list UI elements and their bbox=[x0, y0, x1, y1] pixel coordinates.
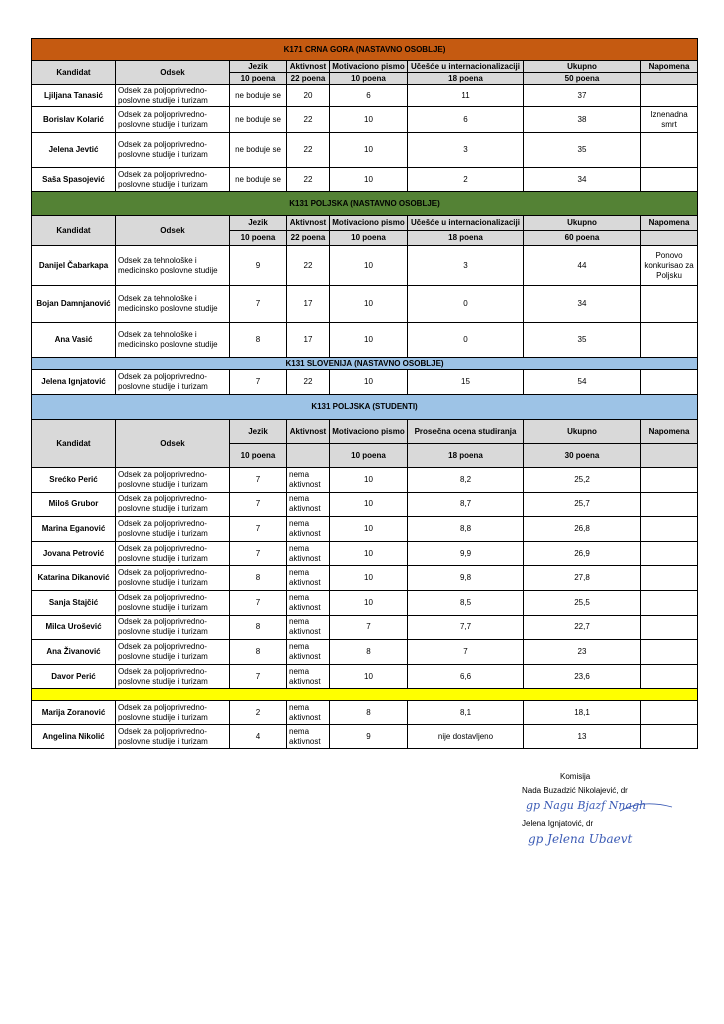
aktivnost-value: 20 bbox=[287, 85, 330, 107]
third-value: 8,5 bbox=[408, 590, 524, 615]
napomena-value bbox=[641, 370, 698, 395]
col-jezik: Jezik bbox=[230, 216, 287, 231]
jezik-value: 8 bbox=[230, 640, 287, 665]
commission-member-2: Jelena Ignjatović, dr bbox=[522, 819, 594, 828]
section-title-row bbox=[32, 192, 698, 216]
aktivnost-value: nema aktivnost bbox=[287, 701, 330, 725]
jezik-value: 7 bbox=[230, 517, 287, 542]
jezik-value: 7 bbox=[230, 492, 287, 517]
points-ucesce: 18 poena bbox=[408, 73, 524, 85]
aktivnost-value: nema aktivnost bbox=[287, 566, 330, 591]
points-jezik: 10 poena bbox=[230, 231, 287, 246]
aktivnost-value: nema aktivnost bbox=[287, 517, 330, 542]
table-row bbox=[32, 517, 698, 542]
ukupno-value: 25,5 bbox=[524, 590, 641, 615]
section-title-row bbox=[32, 395, 698, 420]
ukupno-value: 25,2 bbox=[524, 468, 641, 493]
jezik-value: 7 bbox=[230, 370, 287, 395]
candidate-name: Miloš Grubor bbox=[32, 492, 116, 517]
candidate-name: Marina Eganović bbox=[32, 517, 116, 542]
ukupno-value: 18,1 bbox=[524, 701, 641, 725]
table-row bbox=[32, 566, 698, 591]
col-ukupno: Ukupno bbox=[524, 61, 641, 73]
jezik-value: ne boduje se bbox=[230, 168, 287, 192]
third-value: 0 bbox=[408, 323, 524, 358]
table-row bbox=[32, 133, 698, 168]
signature-2 bbox=[524, 826, 674, 852]
points-ukupno: 60 poena bbox=[524, 231, 641, 246]
aktivnost-value: nema aktivnost bbox=[287, 541, 330, 566]
highlight-separator-row bbox=[32, 689, 698, 701]
third-value: 8,1 bbox=[408, 701, 524, 725]
odsek-cell: Odsek za tehnološke i medicinsko poslovne studije bbox=[116, 323, 230, 358]
col-napomena: Napomena bbox=[641, 61, 698, 73]
aktivnost-value: 22 bbox=[287, 168, 330, 192]
motivaciono-value: 10 bbox=[330, 492, 408, 517]
napomena-value bbox=[641, 664, 698, 689]
odsek-cell: Odsek za tehnološke i medicinsko poslovne studije bbox=[116, 286, 230, 323]
motivaciono-value: 8 bbox=[330, 640, 408, 665]
napomena-value bbox=[641, 133, 698, 168]
results-table bbox=[31, 38, 698, 749]
ukupno-value: 34 bbox=[524, 286, 641, 323]
points-motivaciono: 10 poena bbox=[330, 231, 408, 246]
odsek-cell: Odsek za poljoprivredno-poslovne studije i turizam bbox=[116, 725, 230, 749]
aktivnost-value: 22 bbox=[287, 370, 330, 395]
col-motivaciono: Motivaciono pismo bbox=[330, 61, 408, 73]
motivaciono-value: 10 bbox=[330, 286, 408, 323]
motivaciono-value: 10 bbox=[330, 168, 408, 192]
header-row bbox=[32, 61, 698, 73]
motivaciono-value: 8 bbox=[330, 701, 408, 725]
points-ukupno: 50 poena bbox=[524, 73, 641, 85]
col-ucesce: Učešće u internacionalizaciji bbox=[408, 216, 524, 231]
section-title: K171 CRNA GORA (NASTAVNO OSOBLJE) bbox=[32, 39, 698, 61]
aktivnost-value: nema aktivnost bbox=[287, 492, 330, 517]
jezik-value: 2 bbox=[230, 701, 287, 725]
col-aktivnost: Aktivnost bbox=[287, 216, 330, 231]
odsek-cell: Odsek za poljoprivredno-poslovne studije i turizam bbox=[116, 566, 230, 591]
jezik-value: 7 bbox=[230, 468, 287, 493]
napomena-value bbox=[641, 286, 698, 323]
points-napomena bbox=[641, 73, 698, 85]
col-kandidat: Kandidat bbox=[32, 216, 116, 246]
odsek-cell: Odsek za poljoprivredno-poslovne studije i turizam bbox=[116, 701, 230, 725]
candidate-name: Marija Zoranović bbox=[32, 701, 116, 725]
points-ukupno: 30 poena bbox=[524, 444, 641, 468]
odsek-cell: Odsek za poljoprivredno-poslovne studije i turizam bbox=[116, 133, 230, 168]
napomena-value bbox=[641, 85, 698, 107]
aktivnost-value: 17 bbox=[287, 286, 330, 323]
aktivnost-value: nema aktivnost bbox=[287, 664, 330, 689]
jezik-value: ne boduje se bbox=[230, 107, 287, 133]
table-row bbox=[32, 615, 698, 640]
table-row bbox=[32, 541, 698, 566]
col-ukupno: Ukupno bbox=[524, 216, 641, 231]
jezik-value: ne boduje se bbox=[230, 85, 287, 107]
col-aktivnost: Aktivnost bbox=[287, 420, 330, 444]
ukupno-value: 54 bbox=[524, 370, 641, 395]
ukupno-value: 38 bbox=[524, 107, 641, 133]
ukupno-value: 44 bbox=[524, 246, 641, 286]
points-aktivnost: 22 poena bbox=[287, 231, 330, 246]
napomena-value bbox=[641, 701, 698, 725]
third-value: 0 bbox=[408, 286, 524, 323]
odsek-cell: Odsek za poljoprivredno-poslovne studije i turizam bbox=[116, 640, 230, 665]
svg-text:gp Nagu Bjazf Nnagh: gp Nagu Bjazf Nnagh bbox=[526, 799, 647, 812]
signature-1 bbox=[522, 795, 682, 817]
third-value: 6,6 bbox=[408, 664, 524, 689]
jezik-value: 8 bbox=[230, 615, 287, 640]
points-motivaciono: 10 poena bbox=[330, 73, 408, 85]
odsek-cell: Odsek za poljoprivredno-poslovne studije i turizam bbox=[116, 590, 230, 615]
aktivnost-value: 17 bbox=[287, 323, 330, 358]
table-row bbox=[32, 492, 698, 517]
napomena-value bbox=[641, 615, 698, 640]
ukupno-value: 13 bbox=[524, 725, 641, 749]
ukupno-value: 23 bbox=[524, 640, 641, 665]
motivaciono-value: 7 bbox=[330, 615, 408, 640]
col-napomena: Napomena bbox=[641, 216, 698, 231]
napomena-value bbox=[641, 468, 698, 493]
section-title: K131 SLOVENIJA (NASTAVNO OSOBLJE) bbox=[32, 358, 698, 370]
third-value: 11 bbox=[408, 85, 524, 107]
svg-text:gp Jelena Ubaevt: gp Jelena Ubaevt bbox=[528, 832, 633, 846]
aktivnost-value: nema aktivnost bbox=[287, 640, 330, 665]
col-kandidat: Kandidat bbox=[32, 61, 116, 85]
ukupno-value: 25,7 bbox=[524, 492, 641, 517]
table-row bbox=[32, 701, 698, 725]
col-motivaciono: Motivaciono pismo bbox=[330, 216, 408, 231]
col-odsek: Odsek bbox=[116, 420, 230, 468]
points-jezik: 10 poena bbox=[230, 73, 287, 85]
candidate-name: Saša Spasojević bbox=[32, 168, 116, 192]
candidate-name: Jelena Jevtić bbox=[32, 133, 116, 168]
aktivnost-value: 22 bbox=[287, 246, 330, 286]
col-prosecna: Prosečna ocena studiranja bbox=[408, 420, 524, 444]
points-aktivnost: 22 poena bbox=[287, 73, 330, 85]
ukupno-value: 23,6 bbox=[524, 664, 641, 689]
col-odsek: Odsek bbox=[116, 216, 230, 246]
jezik-value: 4 bbox=[230, 725, 287, 749]
candidate-name: Jovana Petrović bbox=[32, 541, 116, 566]
odsek-cell: Odsek za poljoprivredno-poslovne studije i turizam bbox=[116, 615, 230, 640]
napomena-value bbox=[641, 323, 698, 358]
points-ucesce: 18 poena bbox=[408, 231, 524, 246]
jezik-value: 9 bbox=[230, 246, 287, 286]
jezik-value: 7 bbox=[230, 541, 287, 566]
motivaciono-value: 10 bbox=[330, 370, 408, 395]
odsek-cell: Odsek za poljoprivredno-poslovne studije i turizam bbox=[116, 468, 230, 493]
napomena-value bbox=[641, 517, 698, 542]
candidate-name: Jelena Ignjatović bbox=[32, 370, 116, 395]
candidate-name: Sanja Stajčić bbox=[32, 590, 116, 615]
ukupno-value: 22,7 bbox=[524, 615, 641, 640]
ukupno-value: 35 bbox=[524, 323, 641, 358]
table-row bbox=[32, 286, 698, 323]
third-value: 3 bbox=[408, 133, 524, 168]
third-value: 9,8 bbox=[408, 566, 524, 591]
table-row bbox=[32, 168, 698, 192]
points-napomena bbox=[641, 231, 698, 246]
candidate-name: Davor Perić bbox=[32, 664, 116, 689]
candidate-name: Ana Vasić bbox=[32, 323, 116, 358]
points-motivaciono: 10 poena bbox=[330, 444, 408, 468]
col-napomena: Napomena bbox=[641, 420, 698, 444]
odsek-cell: Odsek za poljoprivredno-poslovne studije i turizam bbox=[116, 517, 230, 542]
motivaciono-value: 10 bbox=[330, 566, 408, 591]
third-value: nije dostavljeno bbox=[408, 725, 524, 749]
points-aktivnost bbox=[287, 444, 330, 468]
section-title: K131 POLJSKA (NASTAVNO OSOBLJE) bbox=[32, 192, 698, 216]
jezik-value: 8 bbox=[230, 566, 287, 591]
motivaciono-value: 10 bbox=[330, 246, 408, 286]
table-row bbox=[32, 85, 698, 107]
col-aktivnost: Aktivnost bbox=[287, 61, 330, 73]
aktivnost-value: nema aktivnost bbox=[287, 725, 330, 749]
odsek-cell: Odsek za poljoprivredno-poslovne studije i turizam bbox=[116, 168, 230, 192]
third-value: 15 bbox=[408, 370, 524, 395]
napomena-value: Iznenadna smrt bbox=[641, 107, 698, 133]
yellow-separator bbox=[32, 689, 698, 701]
motivaciono-value: 9 bbox=[330, 725, 408, 749]
candidate-name: Milca Urošević bbox=[32, 615, 116, 640]
header-row bbox=[32, 420, 698, 444]
odsek-cell: Odsek za poljoprivredno-poslovne studije i turizam bbox=[116, 664, 230, 689]
motivaciono-value: 10 bbox=[330, 590, 408, 615]
col-motivaciono: Motivaciono pismo bbox=[330, 420, 408, 444]
points-prosecna: 18 poena bbox=[408, 444, 524, 468]
col-kandidat: Kandidat bbox=[32, 420, 116, 468]
napomena-value: Ponovo konkurisao za Poljsku bbox=[641, 246, 698, 286]
col-ukupno: Ukupno bbox=[524, 420, 641, 444]
points-jezik: 10 poena bbox=[230, 444, 287, 468]
motivaciono-value: 6 bbox=[330, 85, 408, 107]
ukupno-value: 34 bbox=[524, 168, 641, 192]
odsek-cell: Odsek za poljoprivredno-poslovne studije i turizam bbox=[116, 370, 230, 395]
third-value: 6 bbox=[408, 107, 524, 133]
col-ucesce: Učešće u internacionalizaciji bbox=[408, 61, 524, 73]
motivaciono-value: 10 bbox=[330, 323, 408, 358]
header-row bbox=[32, 216, 698, 231]
ukupno-value: 35 bbox=[524, 133, 641, 168]
napomena-value bbox=[641, 566, 698, 591]
third-value: 8,8 bbox=[408, 517, 524, 542]
ukupno-value: 27,8 bbox=[524, 566, 641, 591]
third-value: 7 bbox=[408, 640, 524, 665]
jezik-value: 7 bbox=[230, 286, 287, 323]
odsek-cell: Odsek za poljoprivredno-poslovne studije i turizam bbox=[116, 541, 230, 566]
candidate-name: Bojan Damnjanović bbox=[32, 286, 116, 323]
third-value: 9,9 bbox=[408, 541, 524, 566]
commission-member-1: Nada Buzadzić Nikolajević, dr bbox=[522, 786, 628, 795]
candidate-name: Katarina Dikanović bbox=[32, 566, 116, 591]
table-row bbox=[32, 664, 698, 689]
table-row bbox=[32, 370, 698, 395]
jezik-value: 7 bbox=[230, 664, 287, 689]
section-title-row bbox=[32, 358, 698, 370]
napomena-value bbox=[641, 590, 698, 615]
napomena-value bbox=[641, 541, 698, 566]
points-napomena bbox=[641, 444, 698, 468]
col-odsek: Odsek bbox=[116, 61, 230, 85]
motivaciono-value: 10 bbox=[330, 541, 408, 566]
jezik-value: 8 bbox=[230, 323, 287, 358]
table-row bbox=[32, 323, 698, 358]
odsek-cell: Odsek za poljoprivredno-poslovne studije i turizam bbox=[116, 492, 230, 517]
third-value: 8,2 bbox=[408, 468, 524, 493]
third-value: 8,7 bbox=[408, 492, 524, 517]
ukupno-value: 26,9 bbox=[524, 541, 641, 566]
table-row bbox=[32, 590, 698, 615]
table-row bbox=[32, 640, 698, 665]
table-row bbox=[32, 107, 698, 133]
motivaciono-value: 10 bbox=[330, 468, 408, 493]
odsek-cell: Odsek za tehnološke i medicinsko poslovne studije bbox=[116, 246, 230, 286]
aktivnost-value: nema aktivnost bbox=[287, 590, 330, 615]
ukupno-value: 26,8 bbox=[524, 517, 641, 542]
aktivnost-value: 22 bbox=[287, 107, 330, 133]
candidate-name: Danijel Čabarkapa bbox=[32, 246, 116, 286]
motivaciono-value: 10 bbox=[330, 133, 408, 168]
jezik-value: 7 bbox=[230, 590, 287, 615]
odsek-cell: Odsek za poljoprivredno-poslovne studije i turizam bbox=[116, 107, 230, 133]
third-value: 7,7 bbox=[408, 615, 524, 640]
motivaciono-value: 10 bbox=[330, 517, 408, 542]
ukupno-value: 37 bbox=[524, 85, 641, 107]
col-jezik: Jezik bbox=[230, 61, 287, 73]
aktivnost-value: nema aktivnost bbox=[287, 468, 330, 493]
napomena-value bbox=[641, 640, 698, 665]
table-row bbox=[32, 468, 698, 493]
col-jezik: Jezik bbox=[230, 420, 287, 444]
napomena-value bbox=[641, 168, 698, 192]
table-row bbox=[32, 725, 698, 749]
table-row bbox=[32, 246, 698, 286]
aktivnost-value: nema aktivnost bbox=[287, 615, 330, 640]
third-value: 3 bbox=[408, 246, 524, 286]
aktivnost-value: 22 bbox=[287, 133, 330, 168]
motivaciono-value: 10 bbox=[330, 107, 408, 133]
komisija-label: Komisija bbox=[560, 772, 591, 781]
napomena-value bbox=[641, 725, 698, 749]
candidate-name: Ljiljana Tanasić bbox=[32, 85, 116, 107]
section-title-row bbox=[32, 39, 698, 61]
jezik-value: ne boduje se bbox=[230, 133, 287, 168]
third-value: 2 bbox=[408, 168, 524, 192]
motivaciono-value: 10 bbox=[330, 664, 408, 689]
candidate-name: Angelina Nikolić bbox=[32, 725, 116, 749]
napomena-value bbox=[641, 492, 698, 517]
candidate-name: Srećko Perić bbox=[32, 468, 116, 493]
candidate-name: Ana Živanović bbox=[32, 640, 116, 665]
odsek-cell: Odsek za poljoprivredno-poslovne studije i turizam bbox=[116, 85, 230, 107]
candidate-name: Borislav Kolarić bbox=[32, 107, 116, 133]
section-title: K131 POLJSKA (STUDENTI) bbox=[32, 395, 698, 420]
